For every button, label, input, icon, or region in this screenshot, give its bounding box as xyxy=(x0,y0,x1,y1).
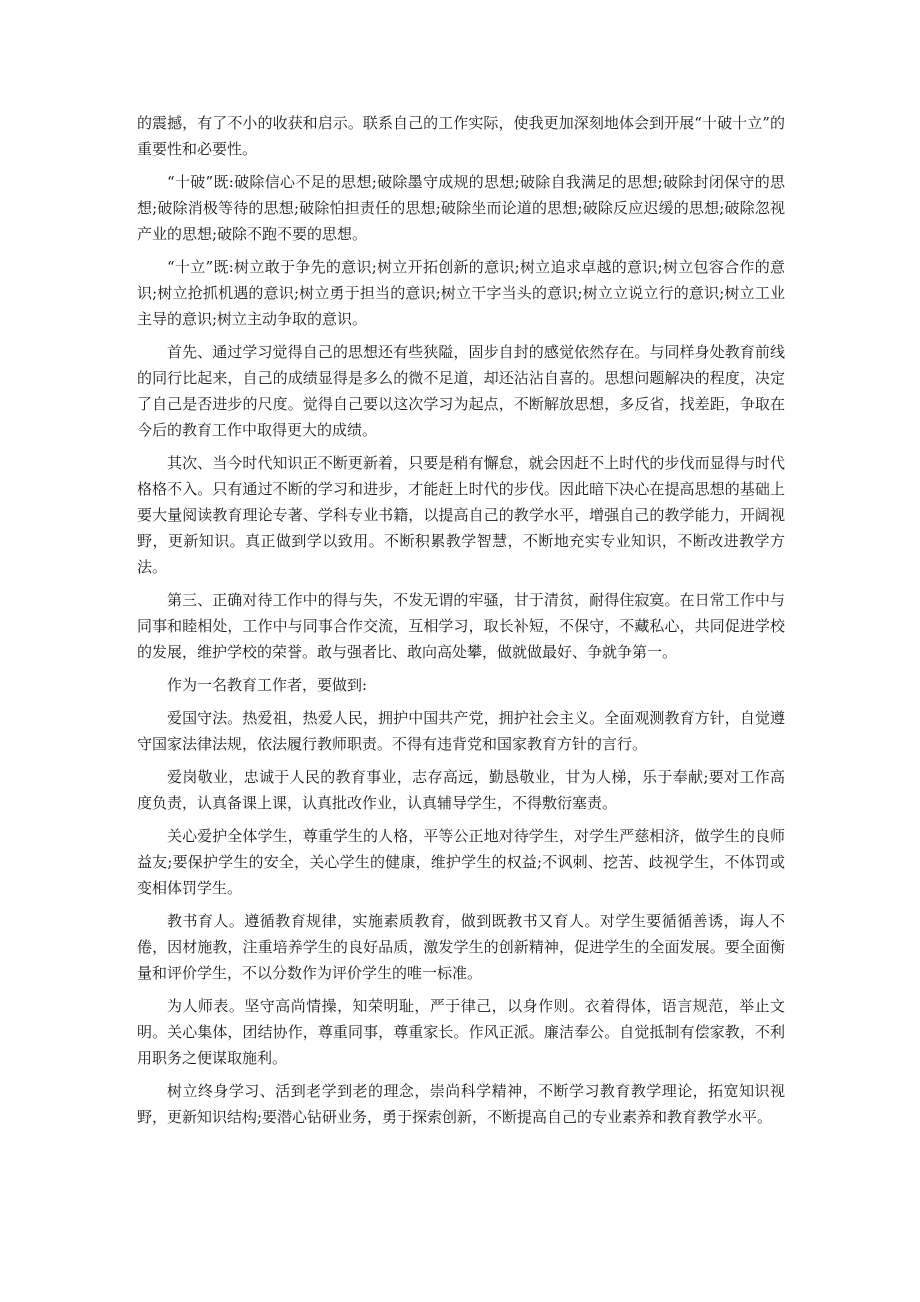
paragraph-second: 其次、当今时代知识正不断更新着，只要是稍有懈怠，就会因赶不上时代的步伐而显得与时代格格不入。只有通过不断的学习和进步，才能赶上时代的步伐。因此暗下决心在提高思想的基础上要大量阅读教育理论专著、学科专业书籍，以提高自己的教学水平，增强自己的教学能力，开阔视野，更新知识。真正做到学以致用。不断积累教学智慧，不断地充实专业知识，不断改进教学方法。 xyxy=(137,454,785,576)
paragraph-shi-po: “十破”既:破除信心不足的思想;破除墨守成规的思想;破除自我满足的思想;破除封闭保守的思想;破除消极等待的思想;破除怕担责任的思想;破除坐而论道的思想;破除反应迟缓的思想;破除忽视产业的思想;破除不跑不要的思想。 xyxy=(137,173,785,243)
paragraph-dedication: 爱岗敬业，忠诚于人民的教育事业，志存高远，勤恳敬业，甘为人梯，乐于奉献;要对工作高度负责，认真备课上课，认真批改作业，认真辅导学生，不得敷衍塞责。 xyxy=(137,768,785,812)
paragraph-third: 第三、正确对待工作中的得与失，不发无谓的牢骚，甘于清贫，耐得住寂寞。在日常工作中与同事和睦相处，工作中与同事合作交流，互相学习，取长补短，不保守，不藏私心，共同促进学校的发展，维护学校的荣誉。敢与强者比、敢向高处攀，做就做最好、争就争第一。 xyxy=(137,591,785,661)
paragraph-shi-li: “十立”既:树立敢于争先的意识;树立开拓创新的意识;树立追求卓越的意识;树立包容合作的意识;树立抢抓机遇的意识;树立勇于担当的意识;树立干字当头的意识;树立立说立行的意识;树立工业主导的意识;树立主动争取的意识。 xyxy=(137,258,785,328)
paragraph-care-students: 关心爱护全体学生，尊重学生的人格，平等公正地对待学生，对学生严慈相济，做学生的良师益友;要保护学生的安全，关心学生的健康，维护学生的权益;不讽刺、挖苦、歧视学生，不体罚或变相体罚学生。 xyxy=(137,827,785,897)
paragraph-teaching: 教书育人。遵循教育规律，实施素质教育，做到既教书又育人。对学生要循循善诱，诲人不倦，因材施教，注重培养学生的良好品质，激发学生的创新精神，促进学生的全面发展。要全面衡量和评价学生，不以分数作为评价学生的唯一标准。 xyxy=(137,912,785,982)
paragraph-role-model: 为人师表。坚守高尚情操，知荣明耻，严于律己，以身作则。衣着得体，语言规范，举止文明。关心集体，团结协作，尊重同事，尊重家长。作风正派。廉洁奉公。自觉抵制有偿家教，不利用职务之便谋取施利。 xyxy=(137,997,785,1067)
paragraph-continuation: 的震撼，有了不小的收获和启示。联系自己的工作实际，使我更加深刻地体会到开展“十破十立”的重要性和必要性。 xyxy=(137,114,785,158)
paragraph-lifelong-learning: 树立终身学习、活到老学到老的理念，崇尚科学精神，不断学习教育教学理论，拓宽知识视野，更新知识结构;要潜心钻研业务，勇于探索创新，不断提高自己的专业素养和教育教学水平。 xyxy=(137,1082,785,1126)
paragraph-patriotism: 爱国守法。热爱祖，热爱人民，拥护中国共产党，拥护社会主义。全面观测教育方针，自觉遵守国家法律法规，依法履行教师职责。不得有违背党和国家教育方针的言行。 xyxy=(137,709,785,753)
paragraph-first: 首先、通过学习觉得自己的思想还有些狭隘，固步自封的感觉依然存在。与同样身处教育前线的同行比起来，自己的成绩显得是多么的微不足道，却还沾沾自喜的。思想问题解决的程度，决定了自己是否进步的尺度。觉得自己要以这次学习为起点，不断解放思想，多反省，找差距，争取在今后的教育工作中取得更大的成绩。 xyxy=(137,343,785,439)
document-body xyxy=(137,110,785,1137)
paragraph-intro-requirements: 作为一名教育工作者，要做到: xyxy=(167,676,368,694)
